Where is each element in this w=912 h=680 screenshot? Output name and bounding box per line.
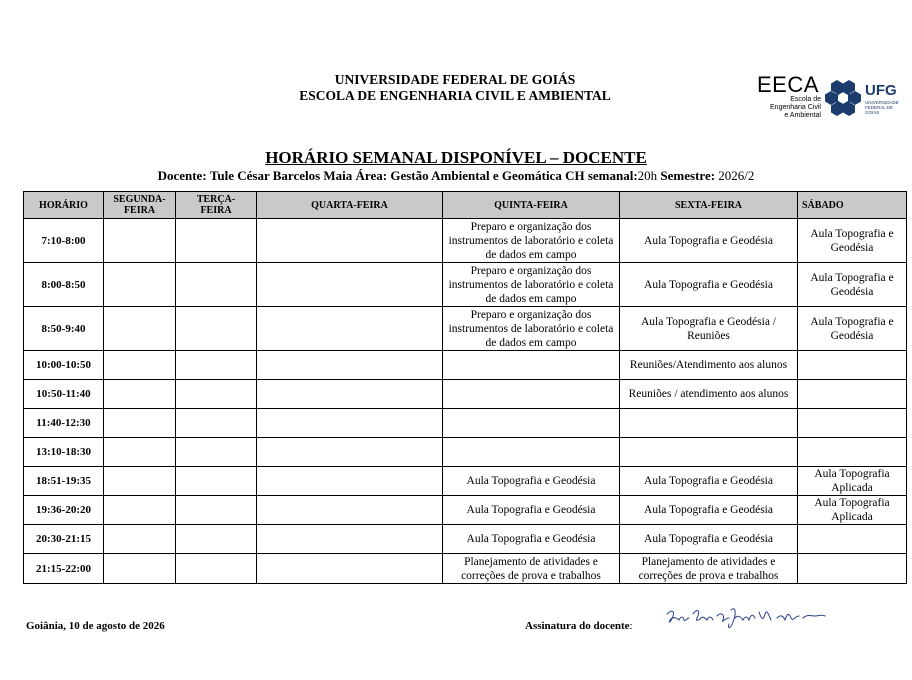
schedule-cell-seg bbox=[104, 219, 176, 263]
schedule-cell-qua bbox=[257, 409, 443, 438]
ufg-logo-line: UNIVERSIDADE bbox=[865, 100, 899, 105]
schedule-cell-qui: Preparo e organização dos instrumentos de laboratório e coleta de dados em campo bbox=[443, 263, 620, 307]
header-line: TERÇA- bbox=[196, 194, 236, 205]
eeca-logo-text bbox=[767, 96, 827, 120]
schedule-cell-qui bbox=[443, 438, 620, 467]
schedule-cell-sab bbox=[798, 438, 907, 467]
schedule-cell-sab bbox=[798, 525, 907, 554]
table-row bbox=[24, 263, 907, 307]
schedule-cell-sex: Planejamento de atividades e correções de prova e trabalhos bbox=[620, 554, 798, 584]
schedule-cell-qui: Preparo e organização dos instrumentos de laboratório e coleta de dados em campo bbox=[443, 219, 620, 263]
signature-colon: : bbox=[629, 620, 633, 632]
table-row bbox=[24, 307, 907, 351]
schedule-cell-seg bbox=[104, 496, 176, 525]
schedule-cell-seg bbox=[104, 467, 176, 496]
schedule-cell-sex: Aula Topografia e Geodésia bbox=[620, 496, 798, 525]
schedule-cell-ter bbox=[176, 351, 257, 380]
area-label: Área: bbox=[355, 168, 388, 183]
table-row bbox=[24, 409, 907, 438]
schedule-cell-ter bbox=[176, 525, 257, 554]
teacher-info-line bbox=[0, 168, 912, 184]
time-slot-cell: 20:30-21:15 bbox=[24, 525, 104, 554]
schedule-cell-sex: Aula Topografia e Geodésia bbox=[620, 219, 798, 263]
table-row bbox=[24, 554, 907, 584]
schedule-cell-qui: Aula Topografia e Geodésia bbox=[443, 525, 620, 554]
table-row bbox=[24, 380, 907, 409]
docente-name: Tule César Barcelos Maia bbox=[209, 168, 353, 183]
schedule-cell-qua bbox=[257, 351, 443, 380]
time-slot-cell: 21:15-22:00 bbox=[24, 554, 104, 584]
schedule-cell-sex: Aula Topografia e Geodésia bbox=[620, 263, 798, 307]
header-line: SEGUNDA- bbox=[113, 194, 166, 205]
header-line: FEIRA bbox=[123, 205, 156, 216]
schedule-cell-sab bbox=[798, 409, 907, 438]
column-header-sabado: SÁBADO bbox=[798, 192, 907, 219]
column-header-segunda bbox=[104, 192, 176, 219]
area-value: Gestão Ambiental e Geomática bbox=[390, 168, 562, 183]
handwritten-signature bbox=[665, 604, 830, 634]
column-header-horario: HORÁRIO bbox=[24, 192, 104, 219]
schedule-cell-sex: Aula Topografia e Geodésia / Reuniões bbox=[620, 307, 798, 351]
schedule-cell-seg bbox=[104, 554, 176, 584]
schedule-cell-sab bbox=[798, 351, 907, 380]
table-row bbox=[24, 496, 907, 525]
table-row bbox=[24, 467, 907, 496]
schedule-cell-ter bbox=[176, 219, 257, 263]
schedule-cell-seg bbox=[104, 263, 176, 307]
docente-label: Docente: bbox=[157, 168, 207, 183]
schedule-cell-sab: Aula Topografia Aplicada bbox=[798, 496, 907, 525]
schedule-cell-sab: Aula Topografia e Geodésia bbox=[798, 307, 907, 351]
time-slot-cell: 8:00-8:50 bbox=[24, 263, 104, 307]
schedule-cell-qua bbox=[257, 496, 443, 525]
column-header-quinta: QUINTA-FEIRA bbox=[443, 192, 620, 219]
schedule-cell-ter bbox=[176, 496, 257, 525]
schedule-cell-qua bbox=[257, 554, 443, 584]
table-row bbox=[24, 438, 907, 467]
schedule-cell-seg bbox=[104, 409, 176, 438]
schedule-table bbox=[23, 191, 907, 584]
table-row bbox=[24, 525, 907, 554]
eeca-logo-line: e Ambiental bbox=[784, 112, 821, 119]
table-row bbox=[24, 351, 907, 380]
schedule-cell-qui: Aula Topografia e Geodésia bbox=[443, 467, 620, 496]
ch-value: 20h bbox=[637, 168, 658, 183]
schedule-cell-qua bbox=[257, 307, 443, 351]
schedule-cell-qua bbox=[257, 525, 443, 554]
signature-label bbox=[525, 620, 633, 632]
schedule-cell-qua bbox=[257, 380, 443, 409]
ufg-logo-line: FEDERAL DE GOIÁS bbox=[865, 105, 894, 115]
university-name: UNIVERSIDADE FEDERAL DE GOIÁS bbox=[334, 72, 576, 87]
hexagon-logo-icon bbox=[825, 78, 863, 118]
schedule-cell-sex: Reuniões/Atendimento aos alunos bbox=[620, 351, 798, 380]
schedule-cell-qua bbox=[257, 467, 443, 496]
schedule-cell-sab bbox=[798, 554, 907, 584]
schedule-cell-seg bbox=[104, 380, 176, 409]
document-title: HORÁRIO SEMANAL DISPONÍVEL – DOCENTE bbox=[265, 148, 647, 167]
time-slot-cell: 10:00-10:50 bbox=[24, 351, 104, 380]
table-header-row bbox=[24, 192, 907, 219]
schedule-cell-sex: Aula Topografia e Geodésia bbox=[620, 467, 798, 496]
schedule-cell-qui: Preparo e organização dos instrumentos de laboratório e coleta de dados em campo bbox=[443, 307, 620, 351]
header-line: FEIRA bbox=[200, 205, 232, 216]
time-slot-cell: 10:50-11:40 bbox=[24, 380, 104, 409]
ufg-logo-subtitle bbox=[865, 100, 905, 115]
schedule-cell-sab: Aula Topografia e Geodésia bbox=[798, 263, 907, 307]
schedule-body bbox=[24, 219, 907, 584]
schedule-cell-ter bbox=[176, 263, 257, 307]
schedule-cell-qui: Aula Topografia e Geodésia bbox=[443, 496, 620, 525]
schedule-cell-qua bbox=[257, 219, 443, 263]
table-row bbox=[24, 219, 907, 263]
schedule-cell-sex: Aula Topografia e Geodésia bbox=[620, 525, 798, 554]
column-header-sexta: SEXTA-FEIRA bbox=[620, 192, 798, 219]
time-slot-cell: 18:51-19:35 bbox=[24, 467, 104, 496]
time-slot-cell: 11:40-12:30 bbox=[24, 409, 104, 438]
eeca-logo bbox=[757, 74, 827, 126]
eeca-logo-line: Escola de bbox=[790, 96, 821, 103]
schedule-cell-qui: Planejamento de atividades e correções de prova e trabalhos bbox=[443, 554, 620, 584]
eeca-logo-acronym: EECA bbox=[757, 72, 819, 97]
schedule-cell-seg bbox=[104, 351, 176, 380]
schedule-cell-sex: Reuniões / atendimento aos alunos bbox=[620, 380, 798, 409]
schedule-cell-ter bbox=[176, 409, 257, 438]
schedule-cell-sab bbox=[798, 380, 907, 409]
semestre-label: Semestre: bbox=[660, 168, 716, 183]
schedule-cell-qui bbox=[443, 380, 620, 409]
institution-header bbox=[240, 72, 670, 104]
schedule-cell-ter bbox=[176, 380, 257, 409]
eeca-logo-line: Engenharia Civil bbox=[770, 104, 821, 111]
schedule-cell-seg bbox=[104, 525, 176, 554]
time-slot-cell: 8:50-9:40 bbox=[24, 307, 104, 351]
schedule-cell-sex bbox=[620, 409, 798, 438]
column-header-quarta: QUARTA-FEIRA bbox=[257, 192, 443, 219]
schedule-cell-qua bbox=[257, 438, 443, 467]
schedule-cell-qua bbox=[257, 263, 443, 307]
schedule-cell-sex bbox=[620, 438, 798, 467]
schedule-cell-sab: Aula Topografia Aplicada bbox=[798, 467, 907, 496]
schedule-cell-ter bbox=[176, 554, 257, 584]
schedule-cell-ter bbox=[176, 438, 257, 467]
time-slot-cell: 7:10-8:00 bbox=[24, 219, 104, 263]
time-slot-cell: 13:10-18:30 bbox=[24, 438, 104, 467]
schedule-cell-ter bbox=[176, 467, 257, 496]
ufg-logo bbox=[825, 78, 905, 118]
schedule-cell-qui bbox=[443, 351, 620, 380]
schedule-cell-seg bbox=[104, 438, 176, 467]
column-header-terca bbox=[176, 192, 257, 219]
semestre-value: 2026/2 bbox=[718, 168, 755, 183]
school-name: ESCOLA DE ENGENHARIA CIVIL E AMBIENTAL bbox=[299, 88, 611, 103]
time-slot-cell: 19:36-20:20 bbox=[24, 496, 104, 525]
schedule-cell-seg bbox=[104, 307, 176, 351]
signature-label-text: Assinatura do docente bbox=[525, 620, 630, 632]
ufg-logo-acronym: UFG bbox=[865, 82, 897, 99]
place-and-date: Goiânia, 10 de agosto de 2026 bbox=[26, 620, 165, 632]
schedule-cell-sab: Aula Topografia e Geodésia bbox=[798, 219, 907, 263]
schedule-cell-qui bbox=[443, 409, 620, 438]
ch-label: CH semanal: bbox=[565, 168, 638, 183]
schedule-cell-ter bbox=[176, 307, 257, 351]
